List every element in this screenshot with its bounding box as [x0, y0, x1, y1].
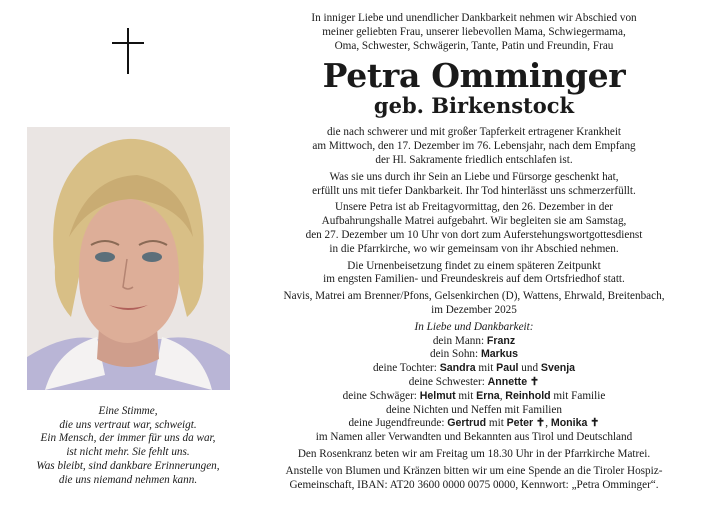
- intro-line: In inniger Liebe und unendlicher Dankbarkeit nehmen wir Abschied von: [311, 12, 637, 24]
- name: Helmut: [419, 389, 456, 402]
- name: Erna: [476, 389, 500, 402]
- connector: mit: [486, 417, 507, 430]
- dagger-icon: ✝: [590, 417, 600, 430]
- urn-line: Die Urnenbeisetzung findet zu einem späteren Zeitpunkt: [347, 259, 601, 272]
- mourner-in-laws: [246, 390, 702, 404]
- urn-line: im engsten Familien- und Freundeskreis auf dem Ortsfriedhof statt.: [323, 273, 625, 286]
- name: Peter: [506, 417, 534, 430]
- mourner-friends: [246, 417, 702, 431]
- poem-line: die uns niemand nehmen kann.: [58, 473, 198, 486]
- label: deine Schwäger:: [342, 389, 420, 402]
- connector: ,: [499, 389, 506, 402]
- name: Franz: [486, 334, 516, 347]
- connector: und: [518, 362, 541, 375]
- label: dein Sohn:: [429, 348, 481, 361]
- rosary-notice: Den Rosenkranz beten wir am Freitag um 18.30 Uhr in der Pfarrkirche Matrei.: [297, 447, 651, 460]
- name: Markus: [480, 348, 519, 361]
- gratitude-line: erfüllt uns mit tiefer Dankbarkeit. Ihr Tod hinterlässt uns schmerzerfüllt.: [312, 184, 636, 197]
- poem-line: Was bleibt, sind dankbare Erinnerungen,: [36, 459, 220, 472]
- mourner-son: [246, 348, 702, 362]
- viewing-line: in die Pfarrkirche, wo wir gemeinsam von ihr Abschied nehmen.: [329, 242, 619, 255]
- name: Monika: [550, 417, 588, 430]
- deceased-name: Petra Omminger: [322, 56, 626, 96]
- date-line: im Dezember 2025: [431, 303, 517, 316]
- portrait-photo: [27, 127, 230, 390]
- poem-line: Eine Stimme,: [98, 405, 158, 417]
- death-notice-line: am Mittwoch, den 17. Dezember im 76. Lebensjahr, nach dem Empfang: [312, 140, 636, 153]
- dagger-icon: ✝: [529, 375, 540, 388]
- connector: ,: [545, 417, 551, 430]
- cross-icon: [112, 28, 144, 74]
- poem-line: Ein Mensch, der immer für uns da war,: [40, 432, 216, 445]
- mourner-husband: [246, 335, 702, 349]
- mourner-relatives: im Namen aller Verwandten und Bekannten aus Tirol und Deutschland: [315, 431, 633, 444]
- gratitude-line: Was sie uns durch ihr Sein an Liebe und Fürsorge geschenkt hat,: [329, 170, 619, 183]
- name: Svenja: [540, 362, 576, 375]
- obituary-text: [246, 12, 702, 492]
- mourner-nieces: deine Nichten und Neffen mit Familien: [386, 403, 562, 416]
- dagger-icon: ✝: [535, 417, 546, 430]
- birth-name: geb. Birkenstock: [373, 93, 575, 119]
- death-notice-line: der Hl. Sakramente friedlich entschlafen ist.: [375, 153, 573, 166]
- viewing-line: den 27. Dezember um 10 Uhr von dort zum Auferstehungswortgottesdienst: [305, 228, 643, 241]
- label: deine Tochter:: [372, 362, 440, 375]
- connector: mit: [455, 389, 477, 402]
- name: Reinhold: [505, 389, 551, 402]
- name: Annette: [487, 375, 528, 388]
- name: Paul: [496, 362, 519, 375]
- connector: mit: [475, 362, 497, 375]
- place-line: Navis, Matrei am Brenner/Pfons, Gelsenkirchen (D), Wattens, Ehrwald, Breitenbach,: [283, 290, 665, 303]
- label: dein Mann:: [432, 334, 487, 347]
- poem-line: ist nicht mehr. Sie fehlt uns.: [66, 446, 190, 459]
- intro-line: Oma, Schwester, Schwägerin, Tante, Patin und Freundin, Frau: [334, 39, 614, 52]
- death-notice-line: die nach schwerer und mit großer Tapferkeit ertragener Krankheit: [326, 126, 622, 139]
- mourners-heading: In Liebe und Dankbarkeit:: [414, 320, 534, 333]
- donation-line: Gemeinschaft, IBAN: AT20 3600 0000 0075 0000, Kennwort: „Petra Omminger“.: [289, 478, 659, 491]
- label: deine Schwester:: [408, 375, 488, 388]
- connector: mit Familie: [550, 389, 606, 402]
- name: Gertrud: [447, 417, 487, 430]
- viewing-line: Unsere Petra ist ab Freitagvormittag, den 26. Dezember in der: [334, 201, 614, 214]
- label: deine Jugendfreunde:: [348, 417, 448, 430]
- name: Sandra: [439, 362, 476, 375]
- donation-line: Anstelle von Blumen und Kränzen bitten wir um eine Spende an die Tiroler Hospiz-: [285, 464, 663, 477]
- viewing-line: Aufbahrungshalle Matrei aufgebahrt. Wir begleiten sie am Samstag,: [321, 215, 627, 228]
- mourner-daughter: [246, 362, 702, 376]
- mourner-sister: [246, 376, 702, 390]
- intro-line: meiner geliebten Frau, unserer liebevollen Mama, Schwiegermama,: [322, 25, 626, 38]
- poem-line: die uns vertraut war, schweigt.: [59, 418, 197, 431]
- memorial-poem: [12, 405, 244, 487]
